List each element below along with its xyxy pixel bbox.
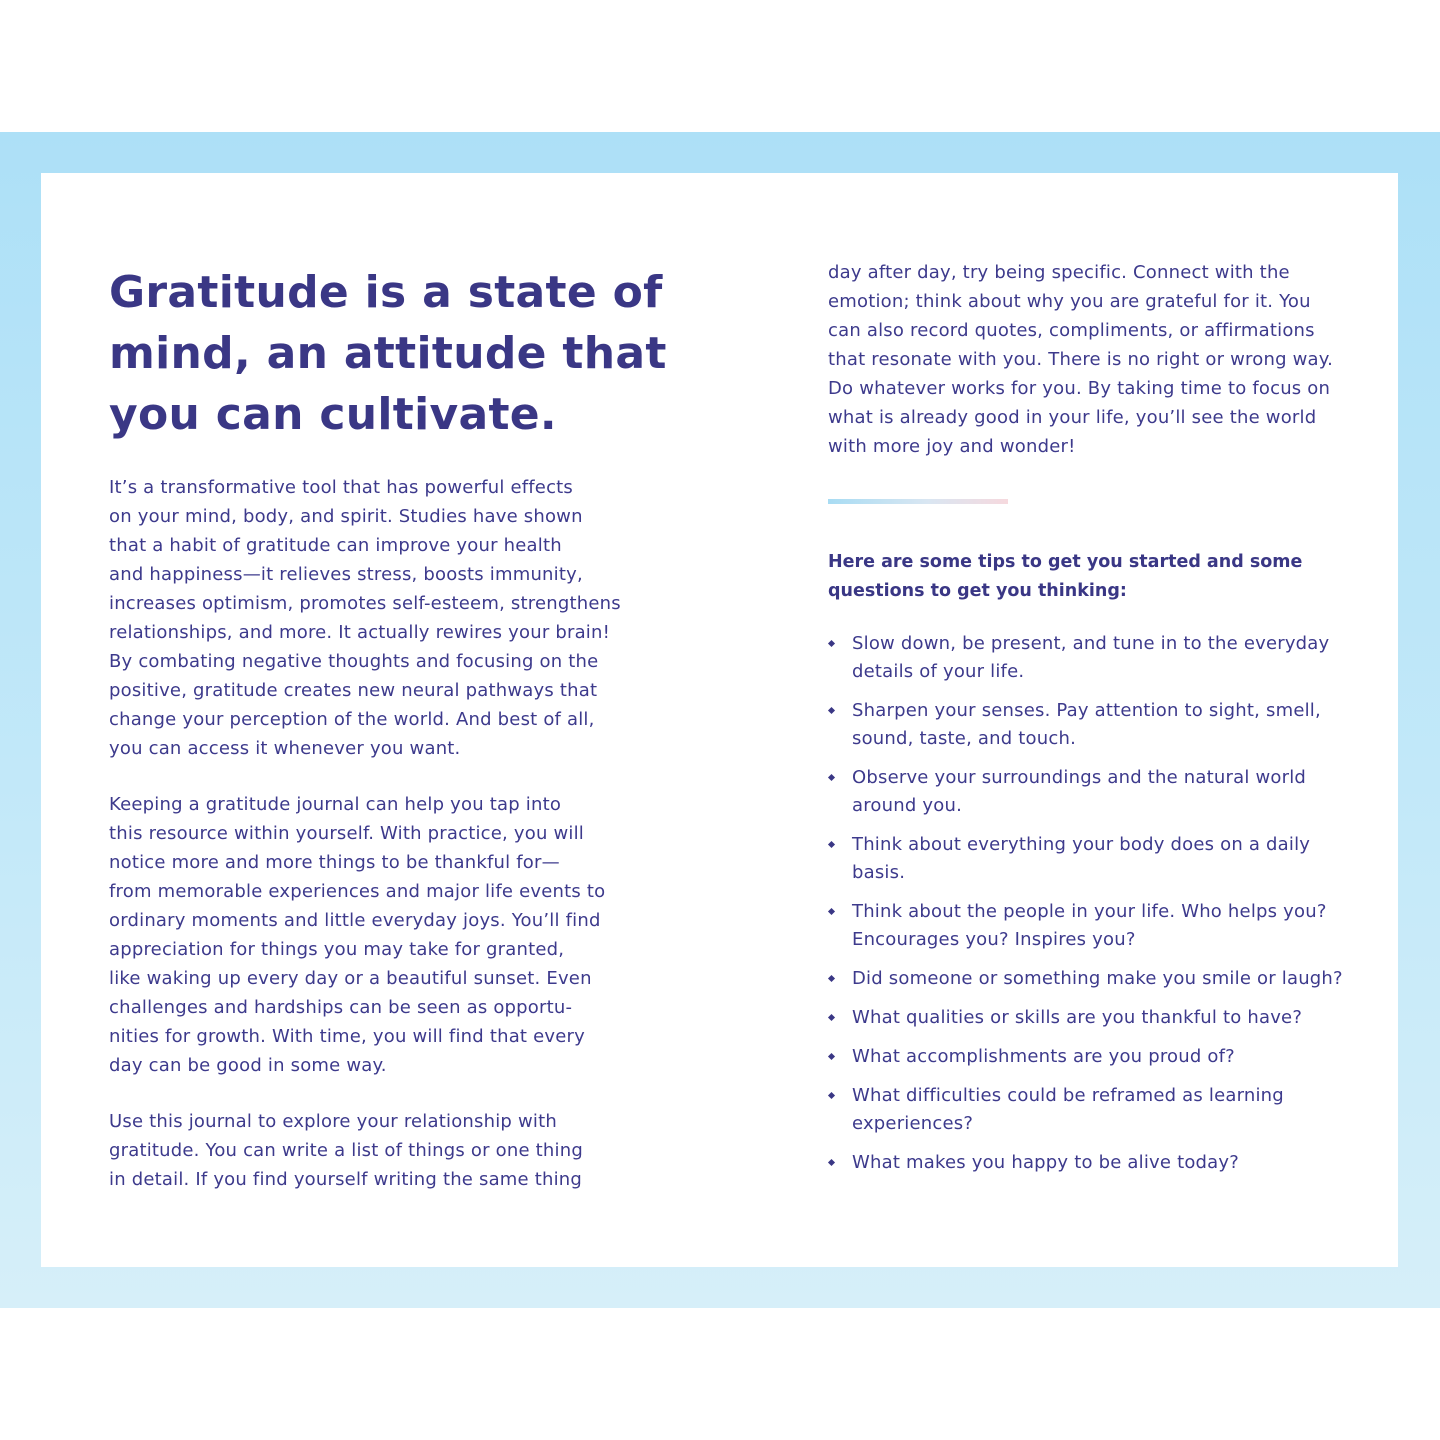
tip-text: Slow down, be present, and tune in to the everyday [852, 633, 1330, 654]
tip-text: Think about everything your body does on a daily [852, 834, 1311, 855]
gradient-divider [828, 499, 1008, 504]
text-line: emotion; think about why you are grateful for it. You [828, 291, 1311, 312]
text-line: on your mind, body, and spirit. Studies have shown [109, 506, 583, 527]
text-line: Use this journal to explore your relationship with [109, 1111, 557, 1132]
text-line: from memorable experiences and major life events to [109, 881, 606, 902]
bullet-icon [828, 1092, 835, 1099]
tip-text: Encourages you? Inspires you? [852, 929, 1136, 950]
text-line: relationships, and more. It actually rewires your brain! [109, 622, 611, 643]
list-item [828, 965, 1348, 993]
tip-text: What makes you happy to be alive today? [852, 1152, 1240, 1173]
list-item [828, 630, 1348, 686]
text-line: positive, gratitude creates new neural pathways that [109, 680, 598, 701]
bullet-icon [828, 1014, 835, 1021]
left-column [109, 262, 669, 1221]
bullet-icon [828, 774, 835, 781]
headline-line: you can cultivate. [109, 389, 557, 440]
tip-text: sound, taste, and touch. [852, 728, 1077, 749]
text-line: with more joy and wonder! [828, 436, 1076, 457]
text-line: gratitude. You can write a list of things or one thing [109, 1140, 583, 1161]
bullet-icon [828, 841, 835, 848]
text-line: you can access it whenever you want. [109, 738, 461, 759]
list-item [828, 697, 1348, 753]
text-line: increases optimism, promotes self-esteem, strengthens [109, 593, 621, 614]
list-item [828, 831, 1348, 887]
text-line: that resonate with you. There is no right or wrong way. [828, 349, 1333, 370]
text-line: day after day, try being specific. Connect with the [828, 262, 1290, 283]
list-item [828, 1082, 1348, 1138]
text-line: can also record quotes, compliments, or affirmations [828, 320, 1315, 341]
text-line: appreciation for things you may take for granted, [109, 939, 565, 960]
tips-intro [828, 548, 1348, 606]
tips-list [828, 630, 1348, 1177]
headline [109, 262, 669, 445]
text-line: nities for growth. With time, you will find that every [109, 1026, 585, 1047]
tip-text: Sharpen your senses. Pay attention to sight, smell, [852, 700, 1321, 721]
tip-text: What difficulties could be reframed as learning [852, 1085, 1284, 1106]
headline-line: mind, an attitude that [109, 328, 667, 379]
right-column [828, 258, 1348, 1188]
text-line: this resource within yourself. With practice, you will [109, 823, 584, 844]
text-line: what is already good in your life, you’ll see the world [828, 407, 1317, 428]
list-item [828, 1004, 1348, 1032]
tip-text: around you. [852, 795, 963, 816]
text-line: like waking up every day or a beautiful sunset. Even [109, 968, 592, 989]
text-line: It’s a transformative tool that has powerful effects [109, 477, 573, 498]
text-line: that a habit of gratitude can improve your health [109, 535, 562, 556]
bullet-icon [828, 908, 835, 915]
list-item [828, 1149, 1348, 1177]
text-line: day can be good in some way. [109, 1055, 387, 1076]
bullet-icon [828, 640, 835, 647]
tip-text: What accomplishments are you proud of? [852, 1046, 1235, 1067]
usage-paragraph [109, 1107, 669, 1194]
headline-line: Gratitude is a state of [109, 267, 663, 318]
text-line: challenges and hardships can be seen as opportu- [109, 997, 573, 1018]
text-line: Keeping a gratitude journal can help you tap into [109, 794, 562, 815]
journal-paragraph [109, 790, 669, 1080]
continued-paragraph [828, 258, 1348, 461]
tip-text: details of your life. [852, 661, 1025, 682]
text-line: in detail. If you find yourself writing the same thing [109, 1169, 583, 1190]
bullet-icon [828, 707, 835, 714]
list-item [828, 764, 1348, 820]
tip-text: What qualities or skills are you thankful to have? [852, 1007, 1303, 1028]
list-item [828, 898, 1348, 954]
intro-paragraph [109, 473, 669, 763]
tip-text: basis. [852, 862, 906, 883]
text-line: and happiness—it relieves stress, boosts immunity, [109, 564, 583, 585]
tip-text: Did someone or something make you smile or laugh? [852, 968, 1343, 989]
list-item [828, 1043, 1348, 1071]
text-line: ordinary moments and little everyday joys. You’ll find [109, 910, 601, 931]
tip-text: Think about the people in your life. Who helps you? [852, 901, 1327, 922]
bullet-icon [828, 1053, 835, 1060]
tip-text: experiences? [852, 1113, 974, 1134]
bullet-icon [828, 975, 835, 982]
tips-intro-line: questions to get you thinking: [828, 581, 1127, 601]
text-line: notice more and more things to be thankful for— [109, 852, 560, 873]
tip-text: Observe your surroundings and the natural world [852, 767, 1307, 788]
bullet-icon [828, 1159, 835, 1166]
text-line: Do whatever works for you. By taking time to focus on [828, 378, 1331, 399]
text-line: By combating negative thoughts and focusing on the [109, 651, 599, 672]
tips-intro-line: Here are some tips to get you started and some [828, 552, 1303, 572]
text-line: change your perception of the world. And best of all, [109, 709, 595, 730]
